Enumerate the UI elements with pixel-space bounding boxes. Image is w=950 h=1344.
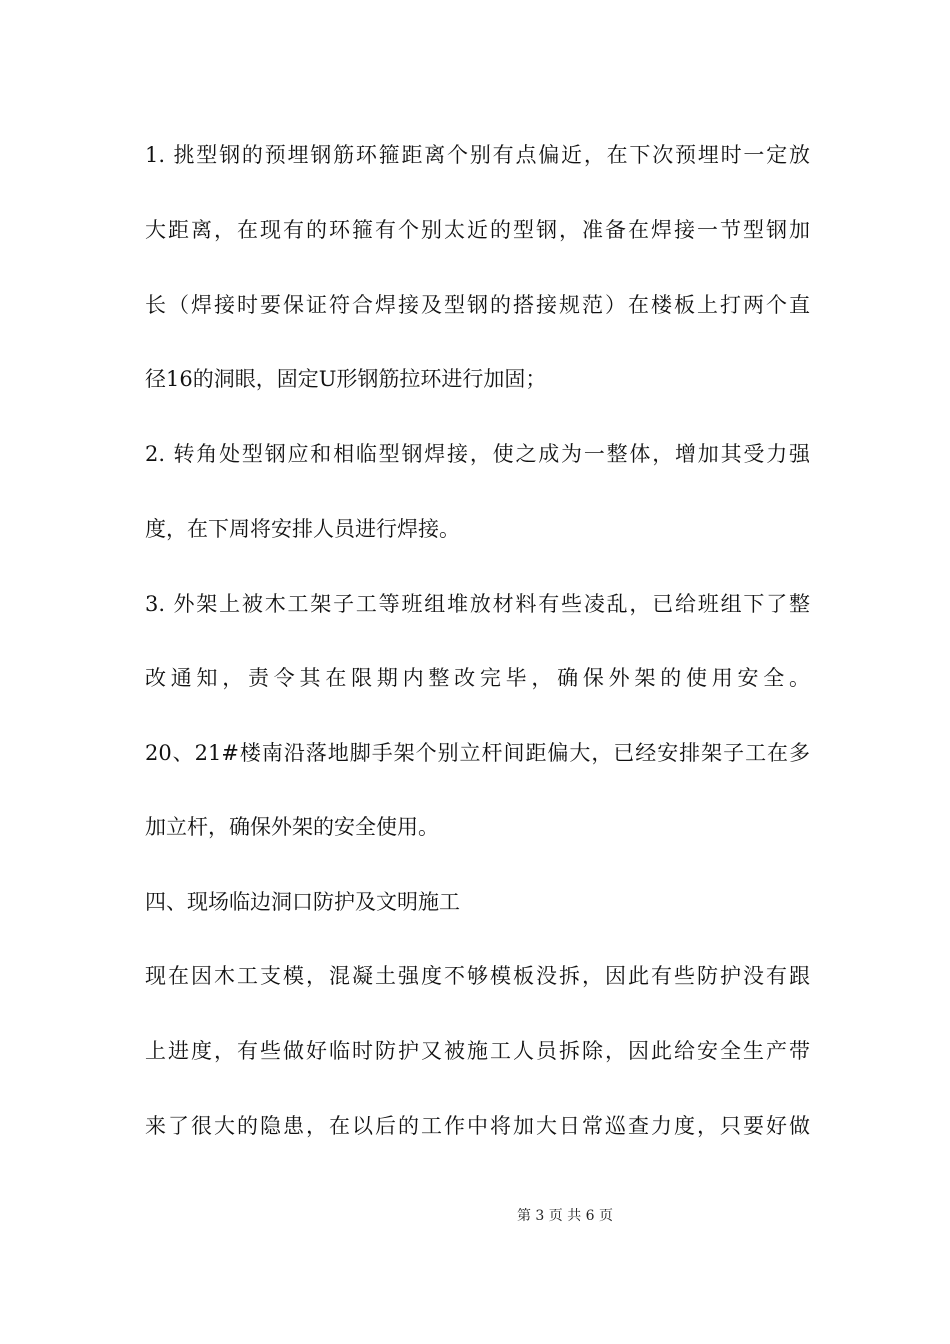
page-number-footer: 第 3 页 共 6 页 bbox=[516, 1208, 614, 1224]
text-line-10: 加立杆，确保外架的安全使用。 bbox=[145, 815, 439, 839]
text-line-8: 改通知，责令其在限期内整改完毕，确保外架的使用安全。 bbox=[145, 666, 810, 690]
text-line-1: 1. 挑型钢的预埋钢筋环箍距离个别有点偏近，在下次预埋时一定放 bbox=[145, 143, 810, 167]
text-line-6: 度，在下周将安排人员进行焊接。 bbox=[145, 517, 460, 541]
text-line-5: 2. 转角处型钢应和相临型钢焊接，使之成为一整体，增加其受力强 bbox=[145, 442, 810, 466]
text-line-2: 大距离，在现有的环箍有个别太近的型钢，准备在焊接一节型钢加 bbox=[145, 218, 810, 242]
text-line-4: 径16的洞眼，固定U形钢筋拉环进行加固； bbox=[145, 367, 547, 391]
text-line-13: 上进度，有些做好临时防护又被施工人员拆除，因此给安全生产带 bbox=[145, 1039, 810, 1063]
section-heading: 四、现场临边洞口防护及文明施工 bbox=[145, 890, 460, 914]
text-line-14: 来了很大的隐患，在以后的工作中将加大日常巡查力度，只要好做 bbox=[145, 1114, 810, 1138]
text-line-3: 长（焊接时要保证符合焊接及型钢的搭接规范）在楼板上打两个直 bbox=[145, 293, 810, 317]
text-line-12: 现在因木工支模，混凝土强度不够模板没拆，因此有些防护没有跟 bbox=[145, 964, 810, 988]
text-line-7: 3. 外架上被木工架子工等班组堆放材料有些凌乱，已给班组下了整 bbox=[145, 592, 810, 616]
text-line-9: 20、21#楼南沿落地脚手架个别立杆间距偏大，已经安排架子工在多 bbox=[145, 741, 810, 765]
